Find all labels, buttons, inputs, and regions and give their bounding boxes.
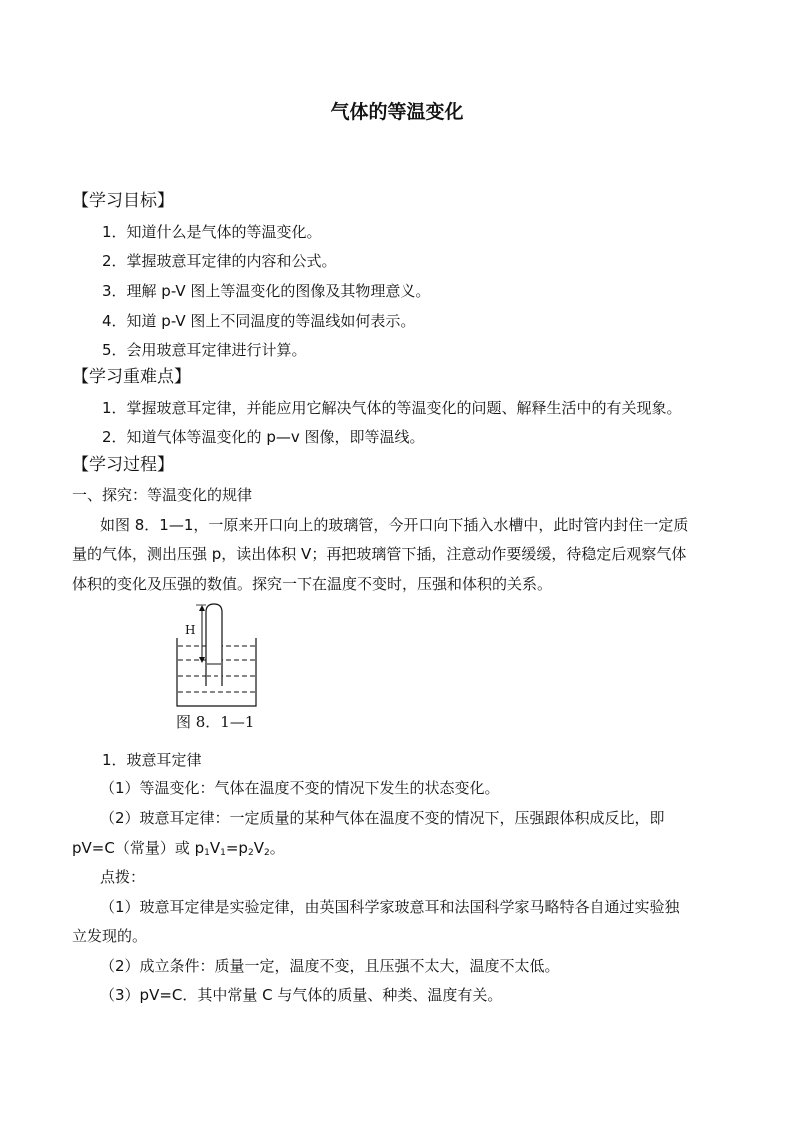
figure-tube-in-tank <box>172 600 264 710</box>
glass-tube <box>206 604 222 686</box>
page-title: 气体的等温变化 <box>330 101 464 123</box>
objectives-heading: 【学习目标】 <box>72 191 174 211</box>
paragraph-line: 如图 8．1—1，一原来开口向上的玻璃管，今开口向下插入水槽中，此时管内封住一定质 <box>100 516 689 534</box>
formula-line: pV=C（常量）或 $p_1V_1=p_2V_2$。 <box>72 839 285 858</box>
objective-item: 5．会用玻意耳定律进行计算。 <box>102 341 307 359</box>
hint-line: （1）玻意耳定律是实验定律，由英国科学家玻意耳和法国科学家马略特各自通过实验独 <box>100 898 680 916</box>
hint-line: 立发现的。 <box>72 927 148 945</box>
key-point-item: 2．知道气体等温变化的 p—v 图像，即等温线。 <box>102 428 425 446</box>
section-title: 一、探究：等温变化的规律 <box>72 486 253 504</box>
objective-item: 2．掌握玻意耳定律的内容和公式。 <box>102 252 337 270</box>
definition-line: （1）等温变化：气体在温度不变的情况下发生的状态变化。 <box>100 779 500 797</box>
hint-line: （3）pV=C．其中常量 C 与气体的质量、种类、温度有关。 <box>100 986 503 1004</box>
objective-item: 3．理解 p-V 图上等温变化的图像及其物理意义。 <box>102 282 431 300</box>
paragraph-line: 体积的变化及压强的数值。探究一下在温度不变时，压强和体积的关系。 <box>72 575 553 593</box>
objective-item: 4．知道 p-V 图上不同温度的等温线如何表示。 <box>102 312 416 330</box>
paragraph-line: 量的气体，测出压强 p，读出体积 V；再把玻璃管下插，注意动作要缓缓，待稳定后观察气体 <box>72 545 687 563</box>
height-label: H <box>185 623 196 637</box>
objective-item: 1．知道什么是气体的等温变化。 <box>102 223 322 241</box>
key-points-heading: 【学习重难点】 <box>72 367 191 387</box>
hint-label: 点拨： <box>100 868 146 886</box>
subsection-title: 1．玻意耳定律 <box>102 751 202 769</box>
process-heading: 【学习过程】 <box>72 455 174 475</box>
hint-line: （2）成立条件：质量一定，温度不变，且压强不太大，温度不太低。 <box>100 957 560 975</box>
key-point-item: 1．掌握玻意耳定律，并能应用它解决气体的等温变化的问题、解释生活中的有关现象。 <box>102 399 682 417</box>
figure-caption: 图 8．1—1 <box>176 713 255 731</box>
definition-line: （2）玻意耳定律：一定质量的某种气体在温度不变的情况下，压强跟体积成反比，即 <box>100 809 665 827</box>
